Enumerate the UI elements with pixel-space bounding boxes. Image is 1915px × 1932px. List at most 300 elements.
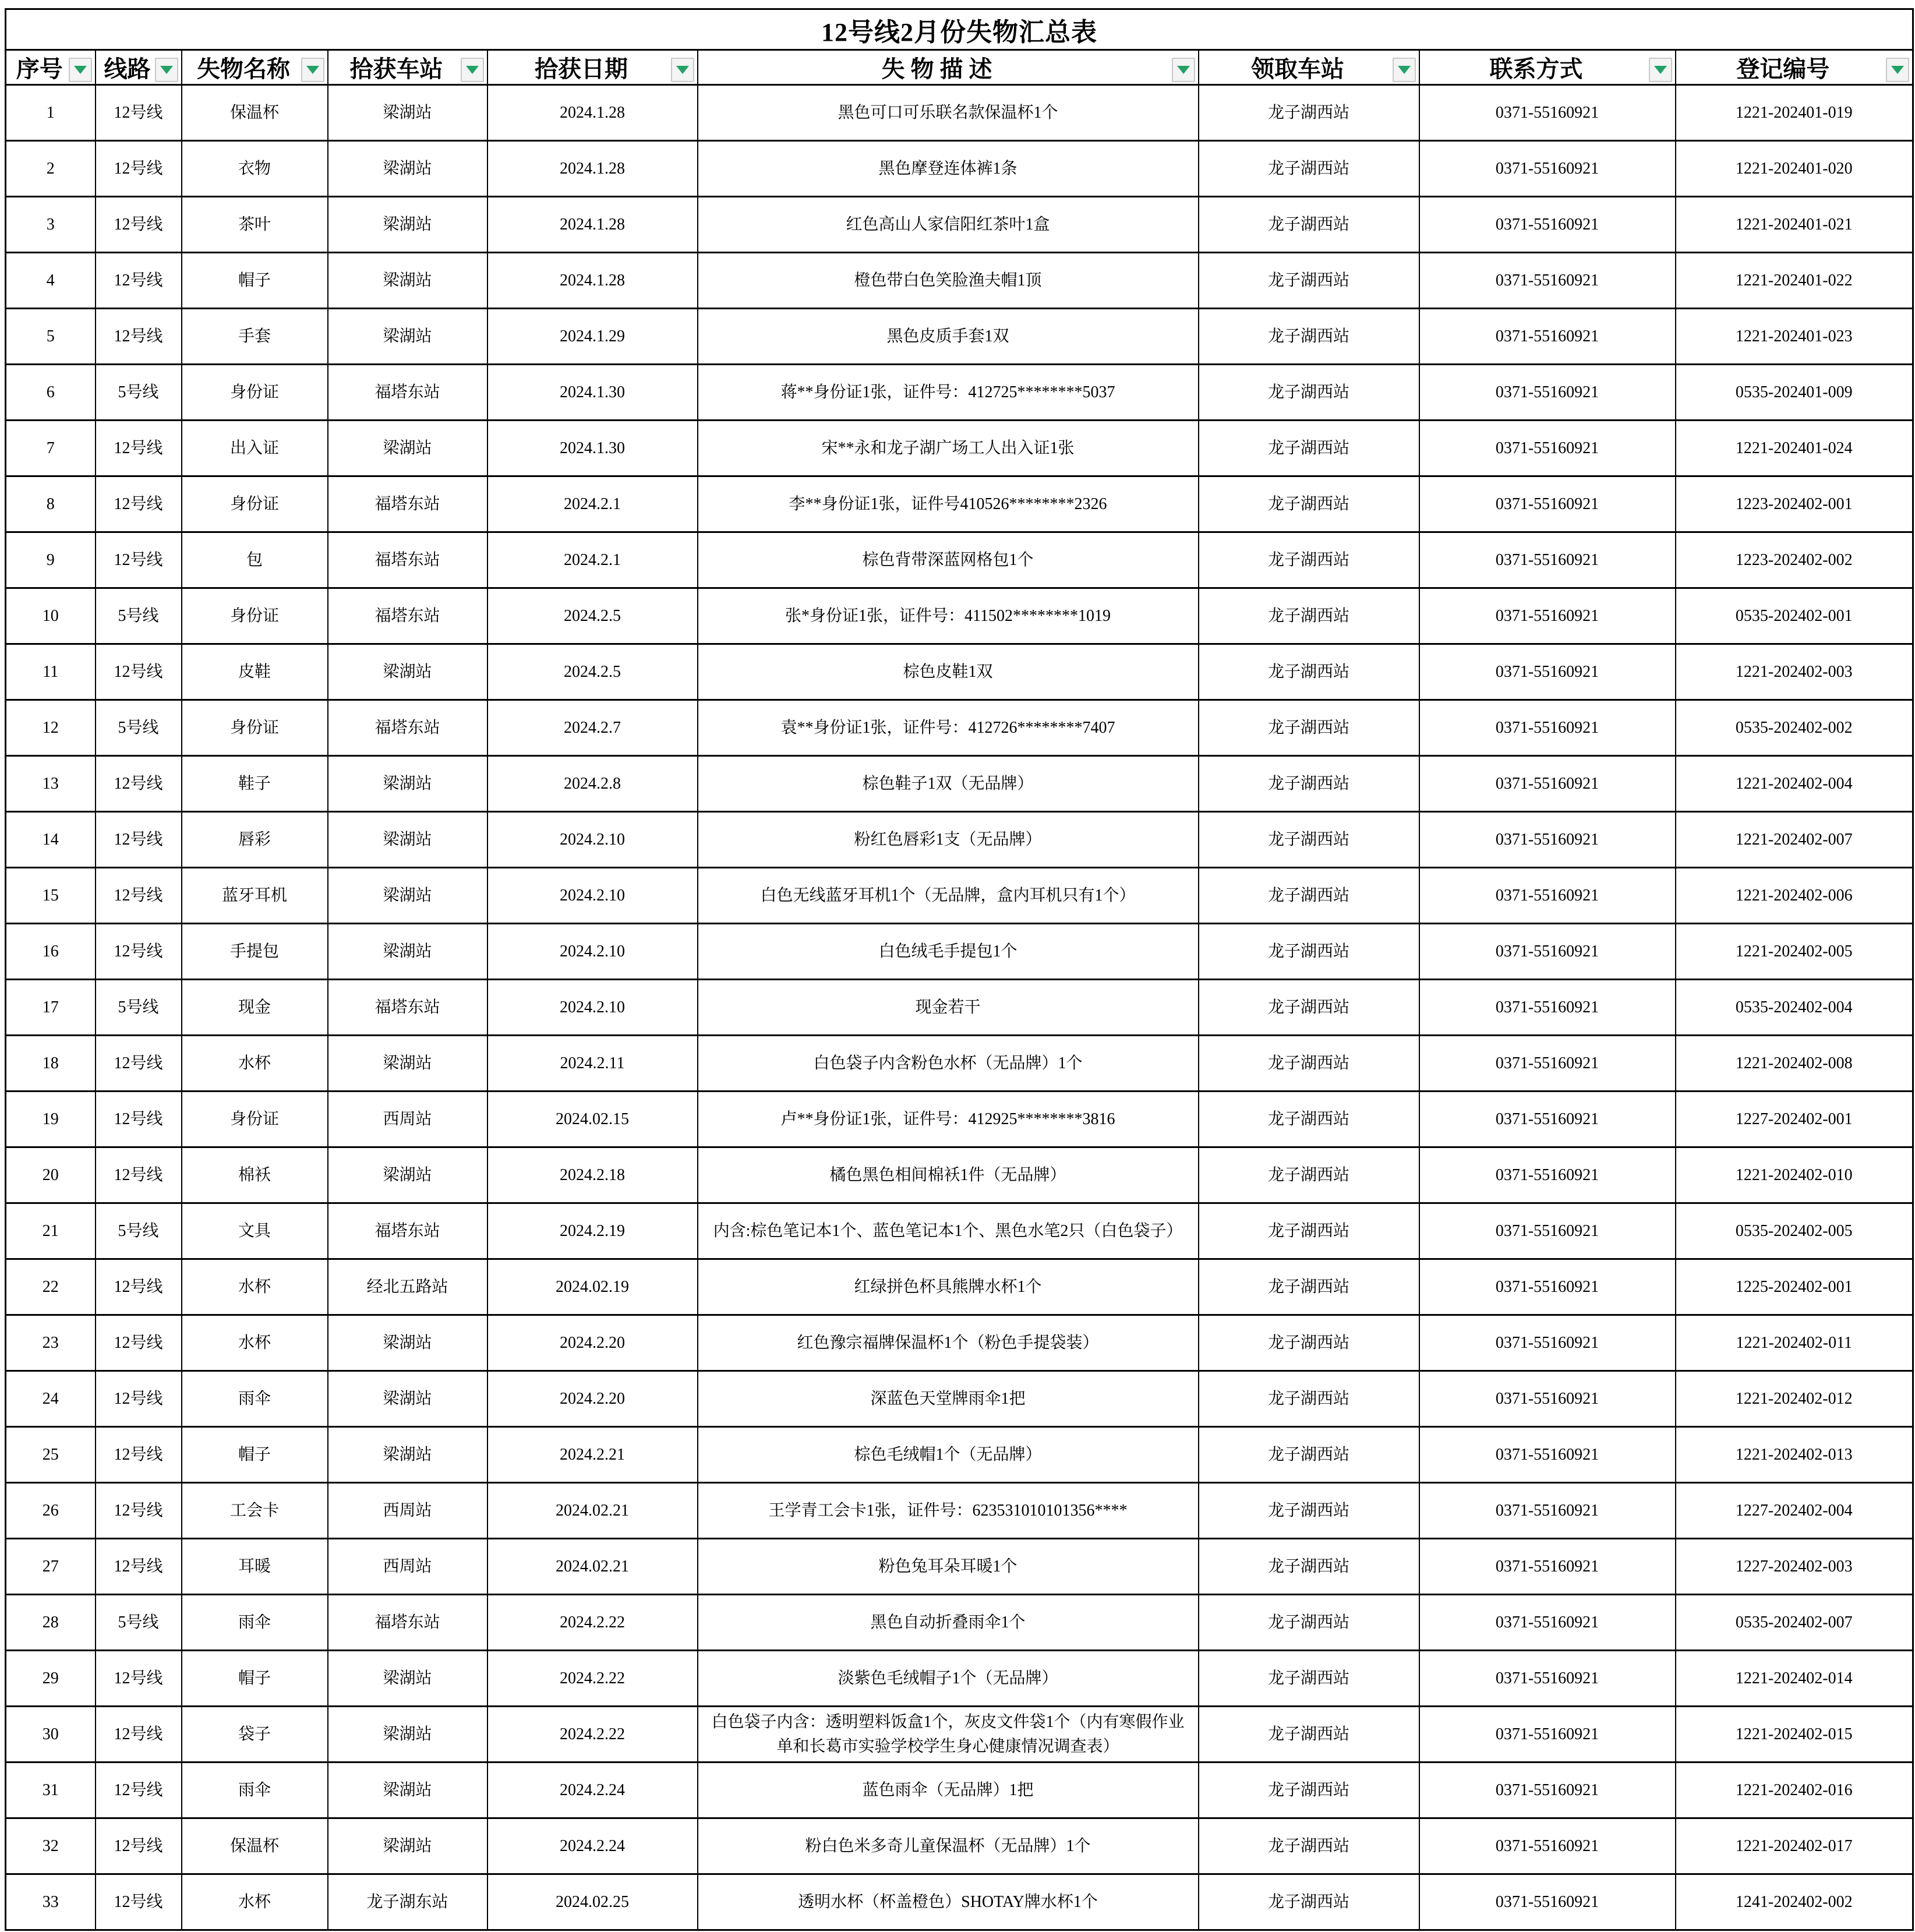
cell-found-station[interactable]: 福塔东站 [328, 365, 487, 421]
cell-pickup-station[interactable]: 龙子湖西站 [1199, 1818, 1419, 1874]
cell-pickup-station[interactable]: 龙子湖西站 [1199, 532, 1419, 588]
cell-found-date[interactable]: 2024.2.20 [487, 1315, 698, 1371]
autofilter-button[interactable] [155, 58, 178, 82]
cell-seq[interactable]: 6 [6, 365, 96, 421]
cell-seq[interactable]: 15 [6, 868, 96, 924]
cell-line[interactable]: 12号线 [96, 812, 182, 868]
cell-item-name[interactable]: 手提包 [182, 924, 328, 980]
autofilter-button[interactable] [461, 58, 484, 82]
cell-found-station[interactable]: 西周站 [328, 1092, 487, 1147]
cell-seq[interactable]: 11 [6, 644, 96, 700]
cell-pickup-station[interactable]: 龙子湖西站 [1199, 812, 1419, 868]
cell-line[interactable]: 12号线 [96, 1818, 182, 1874]
cell-line[interactable]: 12号线 [96, 532, 182, 588]
cell-line[interactable]: 12号线 [96, 309, 182, 365]
cell-reg-no[interactable]: 0535-202402-007 [1676, 1595, 1913, 1651]
cell-description[interactable]: 红绿拼色杯具熊牌水杯1个 [698, 1259, 1199, 1315]
cell-description[interactable]: 橘色黑色相间棉袄1件（无品牌） [698, 1147, 1199, 1203]
cell-pickup-station[interactable]: 龙子湖西站 [1199, 253, 1419, 309]
cell-line[interactable]: 12号线 [96, 1874, 182, 1930]
cell-reg-no[interactable]: 0535-202402-002 [1676, 700, 1913, 756]
cell-seq[interactable]: 14 [6, 812, 96, 868]
cell-found-station[interactable]: 梁湖站 [328, 85, 487, 141]
cell-seq[interactable]: 7 [6, 421, 96, 476]
cell-item-name[interactable]: 现金 [182, 980, 328, 1036]
cell-item-name[interactable]: 身份证 [182, 476, 328, 532]
cell-found-station[interactable]: 梁湖站 [328, 1707, 487, 1763]
cell-reg-no[interactable]: 1227-202402-003 [1676, 1539, 1913, 1595]
cell-found-date[interactable]: 2024.02.21 [487, 1539, 698, 1595]
cell-seq[interactable]: 4 [6, 253, 96, 309]
cell-contact[interactable]: 0371-55160921 [1419, 365, 1676, 421]
cell-found-date[interactable]: 2024.2.21 [487, 1427, 698, 1483]
cell-reg-no[interactable]: 1221-202402-014 [1676, 1651, 1913, 1707]
cell-seq[interactable]: 21 [6, 1203, 96, 1259]
cell-seq[interactable]: 5 [6, 309, 96, 365]
cell-pickup-station[interactable]: 龙子湖西站 [1199, 1259, 1419, 1315]
cell-contact[interactable]: 0371-55160921 [1419, 924, 1676, 980]
cell-found-station[interactable]: 梁湖站 [328, 1147, 487, 1203]
cell-line[interactable]: 12号线 [96, 1763, 182, 1818]
cell-found-date[interactable]: 2024.2.24 [487, 1763, 698, 1818]
cell-pickup-station[interactable]: 龙子湖西站 [1199, 1371, 1419, 1427]
cell-found-date[interactable]: 2024.02.25 [487, 1874, 698, 1930]
cell-seq[interactable]: 25 [6, 1427, 96, 1483]
cell-found-station[interactable]: 梁湖站 [328, 868, 487, 924]
cell-contact[interactable]: 0371-55160921 [1419, 1147, 1676, 1203]
cell-pickup-station[interactable]: 龙子湖西站 [1199, 588, 1419, 644]
cell-description[interactable]: 王学青工会卡1张，证件号：623531010101356**** [698, 1483, 1199, 1539]
cell-description[interactable]: 粉白色米多奇儿童保温杯（无品牌）1个 [698, 1818, 1199, 1874]
cell-found-date[interactable]: 2024.2.11 [487, 1036, 698, 1092]
cell-found-date[interactable]: 2024.2.5 [487, 644, 698, 700]
cell-found-station[interactable]: 西周站 [328, 1483, 487, 1539]
cell-pickup-station[interactable]: 龙子湖西站 [1199, 700, 1419, 756]
cell-item-name[interactable]: 工会卡 [182, 1483, 328, 1539]
cell-reg-no[interactable]: 1221-202401-022 [1676, 253, 1913, 309]
cell-contact[interactable]: 0371-55160921 [1419, 141, 1676, 197]
cell-item-name[interactable]: 保温杯 [182, 1818, 328, 1874]
cell-found-date[interactable]: 2024.02.19 [487, 1259, 698, 1315]
cell-found-station[interactable]: 福塔东站 [328, 476, 487, 532]
cell-seq[interactable]: 9 [6, 532, 96, 588]
cell-found-station[interactable]: 福塔东站 [328, 1203, 487, 1259]
cell-item-name[interactable]: 身份证 [182, 588, 328, 644]
cell-pickup-station[interactable]: 龙子湖西站 [1199, 644, 1419, 700]
cell-item-name[interactable]: 水杯 [182, 1036, 328, 1092]
cell-found-date[interactable]: 2024.2.22 [487, 1707, 698, 1763]
cell-found-date[interactable]: 2024.02.21 [487, 1483, 698, 1539]
cell-item-name[interactable]: 皮鞋 [182, 644, 328, 700]
cell-reg-no[interactable]: 1221-202402-010 [1676, 1147, 1913, 1203]
cell-line[interactable]: 12号线 [96, 1147, 182, 1203]
autofilter-button[interactable] [1886, 58, 1909, 82]
cell-found-date[interactable]: 2024.1.28 [487, 197, 698, 253]
cell-found-date[interactable]: 2024.1.30 [487, 421, 698, 476]
cell-line[interactable]: 12号线 [96, 1427, 182, 1483]
cell-reg-no[interactable]: 1221-202401-021 [1676, 197, 1913, 253]
cell-description[interactable]: 袁**身份证1张，证件号：412726********7407 [698, 700, 1199, 756]
cell-found-station[interactable]: 梁湖站 [328, 1763, 487, 1818]
cell-description[interactable]: 蒋**身份证1张，证件号：412725********5037 [698, 365, 1199, 421]
cell-item-name[interactable]: 耳暖 [182, 1539, 328, 1595]
cell-item-name[interactable]: 蓝牙耳机 [182, 868, 328, 924]
cell-reg-no[interactable]: 0535-202402-001 [1676, 588, 1913, 644]
cell-description[interactable]: 粉色兔耳朵耳暖1个 [698, 1539, 1199, 1595]
cell-pickup-station[interactable]: 龙子湖西站 [1199, 1874, 1419, 1930]
cell-line[interactable]: 5号线 [96, 1203, 182, 1259]
cell-found-date[interactable]: 2024.2.19 [487, 1203, 698, 1259]
cell-pickup-station[interactable]: 龙子湖西站 [1199, 924, 1419, 980]
cell-contact[interactable]: 0371-55160921 [1419, 1707, 1676, 1763]
cell-line[interactable]: 12号线 [96, 1092, 182, 1147]
cell-contact[interactable]: 0371-55160921 [1419, 1092, 1676, 1147]
cell-found-date[interactable]: 2024.1.28 [487, 141, 698, 197]
cell-found-station[interactable]: 福塔东站 [328, 980, 487, 1036]
cell-contact[interactable]: 0371-55160921 [1419, 197, 1676, 253]
cell-found-station[interactable]: 梁湖站 [328, 756, 487, 812]
cell-found-station[interactable]: 梁湖站 [328, 421, 487, 476]
autofilter-button[interactable] [301, 58, 324, 82]
cell-reg-no[interactable]: 1221-202402-003 [1676, 644, 1913, 700]
cell-contact[interactable]: 0371-55160921 [1419, 700, 1676, 756]
cell-found-date[interactable]: 2024.2.5 [487, 588, 698, 644]
cell-line[interactable]: 5号线 [96, 980, 182, 1036]
cell-item-name[interactable]: 水杯 [182, 1874, 328, 1930]
autofilter-button[interactable] [671, 58, 694, 82]
cell-found-station[interactable]: 梁湖站 [328, 812, 487, 868]
cell-contact[interactable]: 0371-55160921 [1419, 1036, 1676, 1092]
cell-description[interactable]: 淡紫色毛绒帽子1个（无品牌） [698, 1651, 1199, 1707]
cell-found-station[interactable]: 梁湖站 [328, 644, 487, 700]
cell-found-date[interactable]: 2024.1.30 [487, 365, 698, 421]
cell-description[interactable]: 棕色背带深蓝网格包1个 [698, 532, 1199, 588]
cell-found-date[interactable]: 2024.2.20 [487, 1371, 698, 1427]
cell-reg-no[interactable]: 1225-202402-001 [1676, 1259, 1913, 1315]
cell-pickup-station[interactable]: 龙子湖西站 [1199, 1763, 1419, 1818]
cell-reg-no[interactable]: 1221-202402-004 [1676, 756, 1913, 812]
cell-reg-no[interactable]: 1221-202402-012 [1676, 1371, 1913, 1427]
cell-contact[interactable]: 0371-55160921 [1419, 1539, 1676, 1595]
cell-description[interactable]: 白色绒毛手提包1个 [698, 924, 1199, 980]
cell-pickup-station[interactable]: 龙子湖西站 [1199, 1092, 1419, 1147]
autofilter-button[interactable] [1649, 58, 1672, 82]
cell-item-name[interactable]: 身份证 [182, 700, 328, 756]
cell-found-station[interactable]: 梁湖站 [328, 1315, 487, 1371]
cell-contact[interactable]: 0371-55160921 [1419, 253, 1676, 309]
cell-description[interactable]: 黑色皮质手套1双 [698, 309, 1199, 365]
cell-line[interactable]: 12号线 [96, 1651, 182, 1707]
cell-reg-no[interactable]: 0535-202402-005 [1676, 1203, 1913, 1259]
cell-reg-no[interactable]: 0535-202401-009 [1676, 365, 1913, 421]
cell-contact[interactable]: 0371-55160921 [1419, 1763, 1676, 1818]
cell-seq[interactable]: 24 [6, 1371, 96, 1427]
cell-contact[interactable]: 0371-55160921 [1419, 421, 1676, 476]
cell-seq[interactable]: 19 [6, 1092, 96, 1147]
cell-line[interactable]: 12号线 [96, 1707, 182, 1763]
cell-line[interactable]: 12号线 [96, 1539, 182, 1595]
cell-reg-no[interactable]: 0535-202402-004 [1676, 980, 1913, 1036]
cell-seq[interactable]: 26 [6, 1483, 96, 1539]
cell-description[interactable]: 白色袋子内含粉色水杯（无品牌）1个 [698, 1036, 1199, 1092]
cell-seq[interactable]: 32 [6, 1818, 96, 1874]
cell-line[interactable]: 12号线 [96, 1483, 182, 1539]
cell-item-name[interactable]: 棉袄 [182, 1147, 328, 1203]
cell-description[interactable]: 深蓝色天堂牌雨伞1把 [698, 1371, 1199, 1427]
cell-line[interactable]: 5号线 [96, 365, 182, 421]
cell-pickup-station[interactable]: 龙子湖西站 [1199, 1539, 1419, 1595]
cell-item-name[interactable]: 帽子 [182, 1427, 328, 1483]
cell-seq[interactable]: 2 [6, 141, 96, 197]
cell-contact[interactable]: 0371-55160921 [1419, 980, 1676, 1036]
cell-found-date[interactable]: 2024.02.15 [487, 1092, 698, 1147]
cell-found-station[interactable]: 龙子湖东站 [328, 1874, 487, 1930]
cell-description[interactable]: 卢**身份证1张，证件号：412925********3816 [698, 1092, 1199, 1147]
cell-line[interactable]: 12号线 [96, 197, 182, 253]
cell-found-date[interactable]: 2024.2.22 [487, 1595, 698, 1651]
cell-found-station[interactable]: 梁湖站 [328, 1818, 487, 1874]
cell-found-station[interactable]: 梁湖站 [328, 1036, 487, 1092]
cell-contact[interactable]: 0371-55160921 [1419, 1874, 1676, 1930]
cell-description[interactable]: 粉红色唇彩1支（无品牌） [698, 812, 1199, 868]
cell-found-date[interactable]: 2024.2.10 [487, 924, 698, 980]
cell-seq[interactable]: 33 [6, 1874, 96, 1930]
cell-pickup-station[interactable]: 龙子湖西站 [1199, 1483, 1419, 1539]
cell-found-station[interactable]: 梁湖站 [328, 924, 487, 980]
cell-line[interactable]: 12号线 [96, 868, 182, 924]
cell-pickup-station[interactable]: 龙子湖西站 [1199, 1651, 1419, 1707]
cell-line[interactable]: 12号线 [96, 1036, 182, 1092]
cell-found-date[interactable]: 2024.1.28 [487, 85, 698, 141]
cell-found-date[interactable]: 2024.2.8 [487, 756, 698, 812]
cell-found-date[interactable]: 2024.2.7 [487, 700, 698, 756]
cell-reg-no[interactable]: 1227-202402-004 [1676, 1483, 1913, 1539]
cell-line[interactable]: 12号线 [96, 1371, 182, 1427]
cell-seq[interactable]: 16 [6, 924, 96, 980]
cell-contact[interactable]: 0371-55160921 [1419, 85, 1676, 141]
cell-line[interactable]: 12号线 [96, 1315, 182, 1371]
autofilter-button[interactable] [69, 58, 92, 82]
cell-contact[interactable]: 0371-55160921 [1419, 756, 1676, 812]
cell-contact[interactable]: 0371-55160921 [1419, 1259, 1676, 1315]
cell-seq[interactable]: 29 [6, 1651, 96, 1707]
cell-item-name[interactable]: 水杯 [182, 1315, 328, 1371]
cell-seq[interactable]: 3 [6, 197, 96, 253]
cell-line[interactable]: 5号线 [96, 588, 182, 644]
cell-found-station[interactable]: 梁湖站 [328, 1427, 487, 1483]
cell-reg-no[interactable]: 1221-202402-015 [1676, 1707, 1913, 1763]
cell-reg-no[interactable]: 1221-202401-024 [1676, 421, 1913, 476]
cell-reg-no[interactable]: 1221-202402-005 [1676, 924, 1913, 980]
cell-reg-no[interactable]: 1221-202402-008 [1676, 1036, 1913, 1092]
cell-description[interactable]: 现金若干 [698, 980, 1199, 1036]
cell-found-station[interactable]: 福塔东站 [328, 532, 487, 588]
cell-item-name[interactable]: 身份证 [182, 1092, 328, 1147]
cell-description[interactable]: 橙色带白色笑脸渔夫帽1顶 [698, 253, 1199, 309]
cell-found-date[interactable]: 2024.2.24 [487, 1818, 698, 1874]
cell-line[interactable]: 12号线 [96, 141, 182, 197]
cell-pickup-station[interactable]: 龙子湖西站 [1199, 1427, 1419, 1483]
cell-reg-no[interactable]: 1221-202401-019 [1676, 85, 1913, 141]
cell-reg-no[interactable]: 1223-202402-002 [1676, 532, 1913, 588]
cell-found-date[interactable]: 2024.2.10 [487, 980, 698, 1036]
cell-contact[interactable]: 0371-55160921 [1419, 1203, 1676, 1259]
cell-contact[interactable]: 0371-55160921 [1419, 476, 1676, 532]
cell-found-station[interactable]: 梁湖站 [328, 1651, 487, 1707]
cell-contact[interactable]: 0371-55160921 [1419, 1818, 1676, 1874]
cell-found-date[interactable]: 2024.2.18 [487, 1147, 698, 1203]
cell-contact[interactable]: 0371-55160921 [1419, 1595, 1676, 1651]
cell-item-name[interactable]: 保温杯 [182, 85, 328, 141]
cell-item-name[interactable]: 茶叶 [182, 197, 328, 253]
cell-item-name[interactable]: 帽子 [182, 253, 328, 309]
cell-description[interactable]: 张*身份证1张，证件号：411502********1019 [698, 588, 1199, 644]
cell-seq[interactable]: 30 [6, 1707, 96, 1763]
cell-pickup-station[interactable]: 龙子湖西站 [1199, 421, 1419, 476]
cell-item-name[interactable]: 文具 [182, 1203, 328, 1259]
cell-line[interactable]: 12号线 [96, 924, 182, 980]
cell-reg-no[interactable]: 1221-202402-006 [1676, 868, 1913, 924]
cell-reg-no[interactable]: 1221-202401-020 [1676, 141, 1913, 197]
cell-seq[interactable]: 10 [6, 588, 96, 644]
cell-pickup-station[interactable]: 龙子湖西站 [1199, 476, 1419, 532]
cell-found-station[interactable]: 福塔东站 [328, 1595, 487, 1651]
cell-seq[interactable]: 8 [6, 476, 96, 532]
cell-seq[interactable]: 27 [6, 1539, 96, 1595]
cell-found-station[interactable]: 梁湖站 [328, 197, 487, 253]
cell-pickup-station[interactable]: 龙子湖西站 [1199, 1036, 1419, 1092]
cell-found-date[interactable]: 2024.2.22 [487, 1651, 698, 1707]
cell-item-name[interactable]: 袋子 [182, 1707, 328, 1763]
cell-seq[interactable]: 13 [6, 756, 96, 812]
cell-found-date[interactable]: 2024.2.1 [487, 532, 698, 588]
cell-pickup-station[interactable]: 龙子湖西站 [1199, 1203, 1419, 1259]
cell-line[interactable]: 5号线 [96, 700, 182, 756]
cell-pickup-station[interactable]: 龙子湖西站 [1199, 365, 1419, 421]
cell-description[interactable]: 内含:棕色笔记本1个、蓝色笔记本1个、黑色水笔2只（白色袋子） [698, 1203, 1199, 1259]
cell-description[interactable]: 棕色毛绒帽1个（无品牌） [698, 1427, 1199, 1483]
cell-pickup-station[interactable]: 龙子湖西站 [1199, 756, 1419, 812]
cell-description[interactable]: 棕色皮鞋1双 [698, 644, 1199, 700]
cell-description[interactable]: 黑色可口可乐联名款保温杯1个 [698, 85, 1199, 141]
cell-reg-no[interactable]: 1241-202402-002 [1676, 1874, 1913, 1930]
cell-found-station[interactable]: 梁湖站 [328, 309, 487, 365]
cell-item-name[interactable]: 手套 [182, 309, 328, 365]
cell-description[interactable]: 宋**永和龙子湖广场工人出入证1张 [698, 421, 1199, 476]
cell-seq[interactable]: 28 [6, 1595, 96, 1651]
cell-line[interactable]: 12号线 [96, 644, 182, 700]
cell-seq[interactable]: 20 [6, 1147, 96, 1203]
cell-reg-no[interactable]: 1221-202402-017 [1676, 1818, 1913, 1874]
cell-found-date[interactable]: 2024.1.28 [487, 253, 698, 309]
cell-contact[interactable]: 0371-55160921 [1419, 812, 1676, 868]
cell-seq[interactable]: 18 [6, 1036, 96, 1092]
cell-seq[interactable]: 1 [6, 85, 96, 141]
cell-pickup-station[interactable]: 龙子湖西站 [1199, 85, 1419, 141]
cell-item-name[interactable]: 唇彩 [182, 812, 328, 868]
cell-reg-no[interactable]: 1221-202402-007 [1676, 812, 1913, 868]
cell-seq[interactable]: 23 [6, 1315, 96, 1371]
cell-contact[interactable]: 0371-55160921 [1419, 1427, 1676, 1483]
cell-pickup-station[interactable]: 龙子湖西站 [1199, 980, 1419, 1036]
cell-description[interactable]: 红色豫宗福牌保温杯1个（粉色手提袋装） [698, 1315, 1199, 1371]
cell-pickup-station[interactable]: 龙子湖西站 [1199, 1315, 1419, 1371]
cell-item-name[interactable]: 包 [182, 532, 328, 588]
cell-contact[interactable]: 0371-55160921 [1419, 532, 1676, 588]
cell-item-name[interactable]: 雨伞 [182, 1595, 328, 1651]
cell-pickup-station[interactable]: 龙子湖西站 [1199, 1707, 1419, 1763]
cell-found-date[interactable]: 2024.2.10 [487, 812, 698, 868]
cell-contact[interactable]: 0371-55160921 [1419, 1371, 1676, 1427]
cell-item-name[interactable]: 帽子 [182, 1651, 328, 1707]
cell-seq[interactable]: 22 [6, 1259, 96, 1315]
cell-contact[interactable]: 0371-55160921 [1419, 868, 1676, 924]
cell-contact[interactable]: 0371-55160921 [1419, 1483, 1676, 1539]
cell-pickup-station[interactable]: 龙子湖西站 [1199, 197, 1419, 253]
cell-description[interactable]: 蓝色雨伞（无品牌）1把 [698, 1763, 1199, 1818]
cell-item-name[interactable]: 出入证 [182, 421, 328, 476]
cell-found-station[interactable]: 福塔东站 [328, 588, 487, 644]
cell-description[interactable]: 红色高山人家信阳红茶叶1盒 [698, 197, 1199, 253]
cell-contact[interactable]: 0371-55160921 [1419, 644, 1676, 700]
cell-found-station[interactable]: 梁湖站 [328, 253, 487, 309]
cell-found-station[interactable]: 西周站 [328, 1539, 487, 1595]
cell-pickup-station[interactable]: 龙子湖西站 [1199, 868, 1419, 924]
cell-line[interactable]: 5号线 [96, 1595, 182, 1651]
cell-description[interactable]: 黑色自动折叠雨伞1个 [698, 1595, 1199, 1651]
cell-reg-no[interactable]: 1221-202401-023 [1676, 309, 1913, 365]
cell-line[interactable]: 12号线 [96, 476, 182, 532]
cell-found-station[interactable]: 梁湖站 [328, 1371, 487, 1427]
cell-description[interactable]: 棕色鞋子1双（无品牌） [698, 756, 1199, 812]
cell-found-station[interactable]: 经北五路站 [328, 1259, 487, 1315]
cell-seq[interactable]: 31 [6, 1763, 96, 1818]
cell-reg-no[interactable]: 1221-202402-016 [1676, 1763, 1913, 1818]
cell-found-station[interactable]: 福塔东站 [328, 700, 487, 756]
cell-found-date[interactable]: 2024.1.29 [487, 309, 698, 365]
cell-contact[interactable]: 0371-55160921 [1419, 1315, 1676, 1371]
cell-reg-no[interactable]: 1223-202402-001 [1676, 476, 1913, 532]
cell-contact[interactable]: 0371-55160921 [1419, 309, 1676, 365]
cell-pickup-station[interactable]: 龙子湖西站 [1199, 1147, 1419, 1203]
cell-item-name[interactable]: 雨伞 [182, 1763, 328, 1818]
cell-seq[interactable]: 12 [6, 700, 96, 756]
cell-seq[interactable]: 17 [6, 980, 96, 1036]
cell-line[interactable]: 12号线 [96, 253, 182, 309]
cell-item-name[interactable]: 身份证 [182, 365, 328, 421]
cell-pickup-station[interactable]: 龙子湖西站 [1199, 1595, 1419, 1651]
cell-item-name[interactable]: 雨伞 [182, 1371, 328, 1427]
cell-line[interactable]: 12号线 [96, 1259, 182, 1315]
cell-line[interactable]: 12号线 [96, 85, 182, 141]
cell-pickup-station[interactable]: 龙子湖西站 [1199, 141, 1419, 197]
cell-found-date[interactable]: 2024.2.1 [487, 476, 698, 532]
cell-reg-no[interactable]: 1221-202402-011 [1676, 1315, 1913, 1371]
cell-description[interactable]: 白色袋子内含：透明塑料饭盒1个，灰皮文件袋1个（内有寒假作业单和长葛市实验学校学生身心健康情况调查表） [698, 1707, 1199, 1763]
cell-reg-no[interactable]: 1221-202402-013 [1676, 1427, 1913, 1483]
cell-item-name[interactable]: 鞋子 [182, 756, 328, 812]
cell-contact[interactable]: 0371-55160921 [1419, 588, 1676, 644]
cell-contact[interactable]: 0371-55160921 [1419, 1651, 1676, 1707]
cell-found-date[interactable]: 2024.2.10 [487, 868, 698, 924]
cell-description[interactable]: 白色无线蓝牙耳机1个（无品牌，盒内耳机只有1个） [698, 868, 1199, 924]
cell-line[interactable]: 12号线 [96, 756, 182, 812]
cell-description[interactable]: 黑色摩登连体裤1条 [698, 141, 1199, 197]
cell-item-name[interactable]: 衣物 [182, 141, 328, 197]
cell-reg-no[interactable]: 1227-202402-001 [1676, 1092, 1913, 1147]
cell-description[interactable]: 李**身份证1张，证件号410526********2326 [698, 476, 1199, 532]
autofilter-button[interactable] [1172, 58, 1195, 82]
